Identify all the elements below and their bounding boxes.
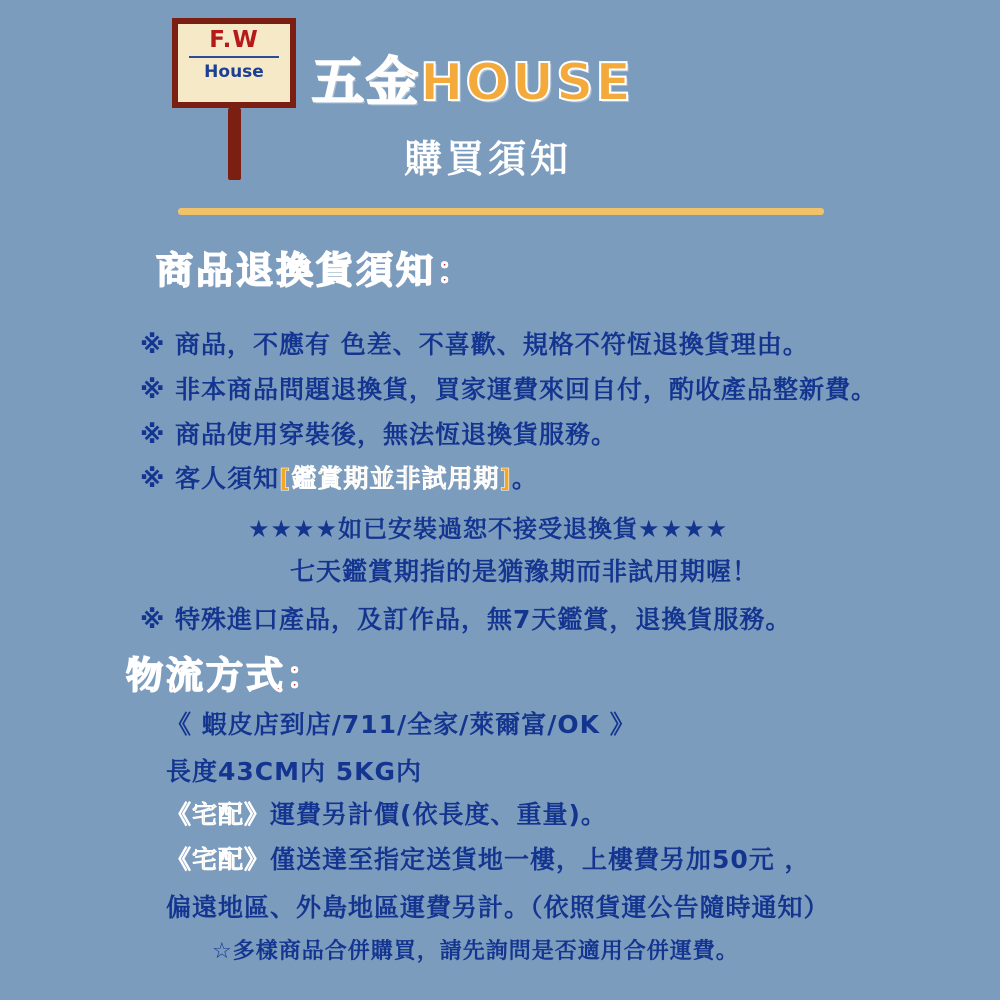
returns-item-2 [140,370,877,406]
returns-item-4-suffix: 。 [511,464,538,493]
shipping-line-1: 《 蝦皮店到店/711/全家/萊爾富/OK 》 [166,710,636,739]
brand-title: 五金HOUSE [312,53,633,113]
sign-post-icon [228,108,241,180]
returns-item-4-highlight: [鑑賞期並非試用期] [279,464,512,493]
returns-item-3-text: 商品使用穿裝後，無法恆退換貨服務。 [175,420,618,449]
returns-section-title: 商品退換貨須知： [156,249,476,292]
returns-item-3 [140,415,617,451]
returns-item-1 [140,325,809,361]
shipping-section-title: 物流方式： [126,654,326,697]
shipping-line-4-text: 僅送達至指定送貨地一樓，上樓費另加50元 ， [270,845,811,874]
returns-stars-note: ★★★★如已安裝過恕不接受退換貨★★★★ [248,515,729,543]
shipping-line-2: 長度43CM内 5KG内 [166,757,423,786]
shipping-line-3-text: 運費另計價(依長度、重量)。 [270,800,607,829]
returns-item-4 [140,459,538,495]
shipping-line-4-tag: 《宅配》 [166,845,271,874]
bullet-icon: ※ [140,464,166,493]
shipping-line-4 [166,840,811,876]
bullet-icon: ※ [140,330,166,359]
header-divider [178,208,824,215]
bullet-icon: ※ [140,375,166,404]
bullet-icon: ※ [140,605,166,634]
shop-sign-logo [172,18,296,108]
bullet-icon: ※ [140,420,166,449]
sign-divider [189,56,279,58]
returns-item-5-text: 特殊進口產品，及訂作品，無7天鑑賞，退換貨服務。 [175,605,792,634]
page-subtitle: 購買須知 [404,137,573,181]
returns-item-1-text: 商品，不應有 色差、不喜歡、規格不符恆退換貨理由。 [175,330,809,359]
returns-item-4-prefix: 客人須知 [175,464,280,493]
returns-seven-day-note: 七天鑑賞期指的是猶豫期而非試用期喔！ [290,557,759,586]
shipping-line-5: 偏遠地區、外島地區運費另計。（依照貨運公告隨時通知） [166,893,830,922]
returns-item-2-text: 非本商品問題退換貨，買家運費來回自付，酌收產品整新費。 [175,375,878,404]
shipping-line-6: ☆多樣商品合併購買，請先詢問是否適用合併運費。 [212,939,739,964]
sign-bottom-text: House [204,62,264,83]
shipping-line-3 [166,795,607,831]
page-header [0,0,1000,200]
sign-top-text: F.W [209,27,259,53]
returns-item-5 [140,600,791,636]
shipping-line-3-tag: 《宅配》 [166,800,271,829]
